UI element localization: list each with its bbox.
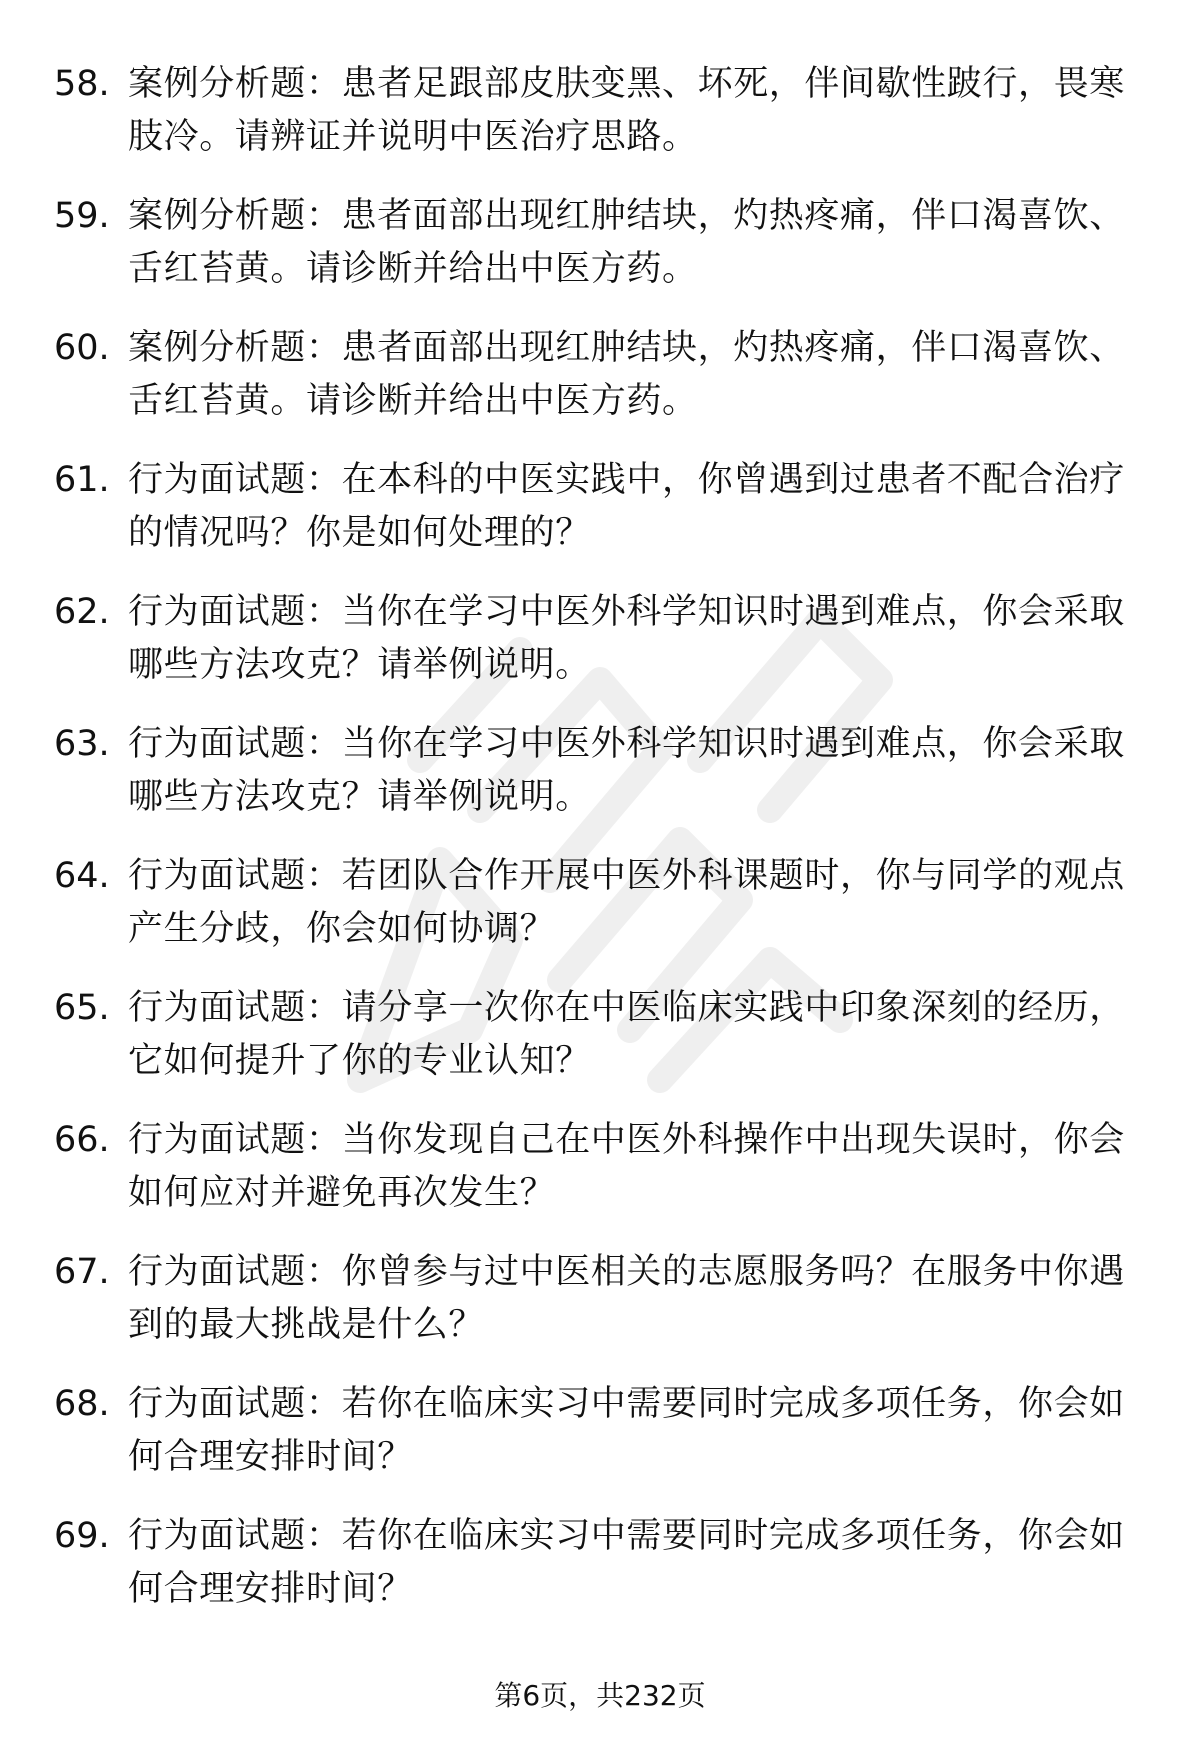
question-text: 行为面试题：若团队合作开展中医外科课题时，你与同学的观点产生分歧，你会如何协调？	[128, 856, 1125, 949]
question-number: 62.	[54, 592, 110, 632]
question-number: 68.	[54, 1384, 110, 1424]
question-number: 65.	[54, 988, 110, 1028]
question-number: 61.	[54, 460, 110, 500]
question-text: 行为面试题：当你在学习中医外科学知识时遇到难点，你会采取哪些方法攻克？请举例说明。	[128, 724, 1125, 817]
question-item	[54, 1114, 1144, 1246]
question-text: 行为面试题：你曾参与过中医相关的志愿服务吗？在服务中你遇到的最大挑战是什么？	[128, 1252, 1125, 1345]
question-text: 案例分析题：患者足跟部皮肤变黑、坏死，伴间歇性跛行，畏寒肢冷。请辨证并说明中医治疗思路。	[128, 64, 1125, 157]
question-text: 行为面试题：当你发现自己在中医外科操作中出现失误时，你会如何应对并避免再次发生？	[128, 1120, 1125, 1213]
question-number: 64.	[54, 856, 110, 896]
question-item	[54, 1510, 1144, 1642]
question-text: 案例分析题：患者面部出现红肿结块，灼热疼痛，伴口渴喜饮、舌红苔黄。请诊断并给出中医方药。	[128, 196, 1125, 289]
question-number: 63.	[54, 724, 110, 764]
question-list	[54, 58, 1144, 1642]
page-footer: 第6页，共232页	[494, 1679, 706, 1712]
question-number: 69.	[54, 1516, 110, 1556]
question-item	[54, 850, 1144, 982]
question-text: 行为面试题：在本科的中医实践中，你曾遇到过患者不配合治疗的情况吗？你是如何处理的？	[128, 460, 1125, 553]
question-number: 59.	[54, 196, 110, 236]
question-text: 案例分析题：患者面部出现红肿结块，灼热疼痛，伴口渴喜饮、舌红苔黄。请诊断并给出中医方药。	[128, 328, 1125, 421]
question-number: 67.	[54, 1252, 110, 1292]
question-number: 60.	[54, 328, 110, 368]
question-text: 行为面试题：请分享一次你在中医临床实践中印象深刻的经历，它如何提升了你的专业认知？	[128, 988, 1125, 1081]
question-item	[54, 1246, 1144, 1378]
question-item	[54, 718, 1144, 850]
question-number: 66.	[54, 1120, 110, 1160]
question-item	[54, 190, 1144, 322]
question-item	[54, 586, 1144, 718]
question-text: 行为面试题：若你在临床实习中需要同时完成多项任务，你会如何合理安排时间？	[128, 1516, 1125, 1609]
question-item	[54, 454, 1144, 586]
question-item	[54, 982, 1144, 1114]
question-text: 行为面试题：若你在临床实习中需要同时完成多项任务，你会如何合理安排时间？	[128, 1384, 1125, 1477]
question-text: 行为面试题：当你在学习中医外科学知识时遇到难点，你会采取哪些方法攻克？请举例说明。	[128, 592, 1125, 685]
question-item	[54, 1378, 1144, 1510]
question-item	[54, 58, 1144, 190]
question-item	[54, 322, 1144, 454]
question-number: 58.	[54, 64, 110, 104]
